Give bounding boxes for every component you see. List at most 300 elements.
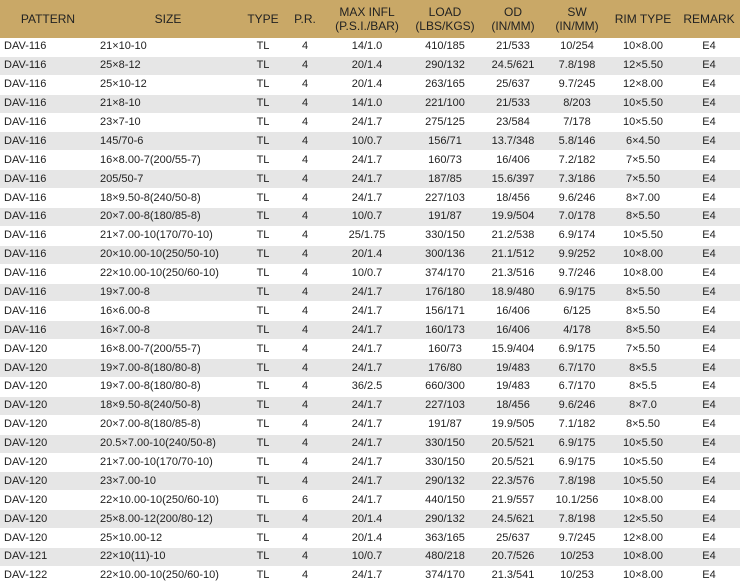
table-row <box>0 113 740 132</box>
cell-pr: 4 <box>286 359 324 378</box>
cell-od: 24.5/621 <box>480 510 546 529</box>
cell-max-infl: 24/1.7 <box>324 566 410 585</box>
cell-od: 24.5/621 <box>480 56 546 75</box>
cell-max-infl: 24/1.7 <box>324 453 410 472</box>
cell-load: 156/171 <box>410 302 480 321</box>
cell-rim-type: 10×8.00 <box>608 38 678 56</box>
table-row <box>0 302 740 321</box>
cell-load: 330/150 <box>410 453 480 472</box>
cell-type: TL <box>240 510 286 529</box>
cell-rim-type: 10×8.00 <box>608 566 678 585</box>
cell-pattern: DAV-116 <box>0 113 96 132</box>
cell-od: 18/456 <box>480 189 546 208</box>
cell-pr: 4 <box>286 75 324 94</box>
cell-sw: 8/203 <box>546 94 608 113</box>
cell-size: 22×10(11)-10 <box>96 548 240 567</box>
cell-sw: 7.8/198 <box>546 510 608 529</box>
cell-rim-type: 10×5.50 <box>608 113 678 132</box>
cell-od: 25/637 <box>480 529 546 548</box>
cell-type: TL <box>240 302 286 321</box>
cell-pattern: DAV-116 <box>0 283 96 302</box>
cell-sw: 10.1/256 <box>546 491 608 510</box>
cell-od: 21.9/557 <box>480 491 546 510</box>
cell-pr: 4 <box>286 56 324 75</box>
cell-max-infl: 25/1.75 <box>324 226 410 245</box>
table-body <box>0 38 740 585</box>
header-load-line1: LOAD <box>428 5 462 19</box>
cell-sw: 4/178 <box>546 321 608 340</box>
header-max-infl-line2: (P.S.I./BAR) <box>335 19 399 33</box>
cell-pr: 4 <box>286 302 324 321</box>
cell-size: 23×7.00-10 <box>96 472 240 491</box>
cell-rim-type: 7×5.50 <box>608 340 678 359</box>
table-row <box>0 529 740 548</box>
cell-pr: 4 <box>286 415 324 434</box>
table-row <box>0 434 740 453</box>
cell-type: TL <box>240 226 286 245</box>
cell-max-infl: 10/0.7 <box>324 208 410 227</box>
cell-pr: 4 <box>286 510 324 529</box>
cell-rim-type: 12×5.50 <box>608 510 678 529</box>
table-row <box>0 548 740 567</box>
cell-load: 290/132 <box>410 56 480 75</box>
cell-od: 21.3/541 <box>480 566 546 585</box>
table-row <box>0 283 740 302</box>
header-max-infl <box>324 0 410 38</box>
cell-load: 187/85 <box>410 170 480 189</box>
header-sw <box>546 0 608 38</box>
cell-remark: E4 <box>678 38 740 56</box>
cell-pr: 4 <box>286 548 324 567</box>
cell-size: 16×7.00-8 <box>96 321 240 340</box>
cell-remark: E4 <box>678 283 740 302</box>
cell-load: 374/170 <box>410 264 480 283</box>
cell-type: TL <box>240 208 286 227</box>
cell-max-infl: 36/2.5 <box>324 378 410 397</box>
cell-sw: 6.9/175 <box>546 283 608 302</box>
cell-type: TL <box>240 566 286 585</box>
cell-rim-type: 7×5.50 <box>608 170 678 189</box>
cell-type: TL <box>240 548 286 567</box>
cell-size: 23×7-10 <box>96 113 240 132</box>
cell-size: 20.5×7.00-10(240/50-8) <box>96 434 240 453</box>
cell-pattern: DAV-116 <box>0 132 96 151</box>
cell-type: TL <box>240 340 286 359</box>
cell-type: TL <box>240 415 286 434</box>
cell-load: 300/136 <box>410 245 480 264</box>
cell-rim-type: 10×5.50 <box>608 226 678 245</box>
cell-remark: E4 <box>678 56 740 75</box>
cell-od: 19/483 <box>480 378 546 397</box>
cell-load: 330/150 <box>410 434 480 453</box>
cell-remark: E4 <box>678 264 740 283</box>
cell-pr: 4 <box>286 113 324 132</box>
cell-pr: 4 <box>286 264 324 283</box>
cell-size: 25×8-12 <box>96 56 240 75</box>
cell-rim-type: 12×5.50 <box>608 56 678 75</box>
cell-type: TL <box>240 94 286 113</box>
header-sw-line1: SW <box>567 5 587 19</box>
cell-od: 25/637 <box>480 75 546 94</box>
cell-type: TL <box>240 56 286 75</box>
cell-sw: 9.7/245 <box>546 529 608 548</box>
cell-rim-type: 10×5.50 <box>608 94 678 113</box>
table-row <box>0 56 740 75</box>
header-row <box>0 0 740 38</box>
cell-load: 160/173 <box>410 321 480 340</box>
cell-remark: E4 <box>678 453 740 472</box>
cell-sw: 6.7/170 <box>546 359 608 378</box>
cell-size: 19×7.00-8(180/80-8) <box>96 359 240 378</box>
cell-max-infl: 24/1.7 <box>324 472 410 491</box>
cell-type: TL <box>240 321 286 340</box>
cell-load: 275/125 <box>410 113 480 132</box>
cell-od: 23/584 <box>480 113 546 132</box>
cell-type: TL <box>240 75 286 94</box>
cell-pattern: DAV-116 <box>0 151 96 170</box>
cell-type: TL <box>240 170 286 189</box>
table-row <box>0 226 740 245</box>
cell-pattern: DAV-116 <box>0 302 96 321</box>
cell-od: 13.7/348 <box>480 132 546 151</box>
table-row <box>0 510 740 529</box>
cell-sw: 6.9/175 <box>546 453 608 472</box>
cell-max-infl: 24/1.7 <box>324 491 410 510</box>
cell-size: 21×10-10 <box>96 38 240 56</box>
cell-sw: 9.7/245 <box>546 75 608 94</box>
cell-rim-type: 8×7.00 <box>608 189 678 208</box>
cell-pr: 4 <box>286 132 324 151</box>
cell-load: 176/180 <box>410 283 480 302</box>
cell-max-infl: 24/1.7 <box>324 434 410 453</box>
cell-max-infl: 10/0.7 <box>324 548 410 567</box>
table-row <box>0 75 740 94</box>
cell-size: 22×10.00-10(250/60-10) <box>96 264 240 283</box>
cell-load: 660/300 <box>410 378 480 397</box>
cell-size: 21×7.00-10(170/70-10) <box>96 453 240 472</box>
cell-pr: 4 <box>286 321 324 340</box>
cell-rim-type: 10×8.00 <box>608 245 678 264</box>
cell-max-infl: 24/1.7 <box>324 189 410 208</box>
cell-max-infl: 20/1.4 <box>324 75 410 94</box>
cell-rim-type: 8×5.50 <box>608 415 678 434</box>
cell-type: TL <box>240 529 286 548</box>
cell-load: 191/87 <box>410 208 480 227</box>
header-od-line2: (IN/MM) <box>491 19 535 33</box>
cell-rim-type: 10×5.50 <box>608 434 678 453</box>
cell-size: 21×7.00-10(170/70-10) <box>96 226 240 245</box>
header-type: TYPE <box>240 0 286 38</box>
cell-pr: 4 <box>286 38 324 56</box>
cell-sw: 10/253 <box>546 566 608 585</box>
cell-pr: 4 <box>286 283 324 302</box>
cell-sw: 7.1/182 <box>546 415 608 434</box>
cell-max-infl: 24/1.7 <box>324 113 410 132</box>
cell-od: 19.9/504 <box>480 208 546 227</box>
cell-od: 16/406 <box>480 321 546 340</box>
cell-max-infl: 24/1.7 <box>324 340 410 359</box>
cell-pr: 4 <box>286 529 324 548</box>
table-header <box>0 0 740 38</box>
table-row <box>0 264 740 283</box>
cell-sw: 9.9/252 <box>546 245 608 264</box>
cell-od: 18.9/480 <box>480 283 546 302</box>
cell-od: 21/533 <box>480 38 546 56</box>
cell-sw: 9.6/246 <box>546 189 608 208</box>
cell-sw: 9.6/246 <box>546 396 608 415</box>
cell-remark: E4 <box>678 548 740 567</box>
cell-od: 16/406 <box>480 302 546 321</box>
cell-od: 15.9/404 <box>480 340 546 359</box>
cell-od: 15.6/397 <box>480 170 546 189</box>
cell-type: TL <box>240 396 286 415</box>
cell-max-infl: 20/1.4 <box>324 245 410 264</box>
cell-type: TL <box>240 113 286 132</box>
cell-pattern: DAV-120 <box>0 510 96 529</box>
cell-pattern: DAV-120 <box>0 378 96 397</box>
cell-sw: 7.3/186 <box>546 170 608 189</box>
cell-remark: E4 <box>678 245 740 264</box>
cell-size: 16×6.00-8 <box>96 302 240 321</box>
header-pattern: PATTERN <box>0 0 96 38</box>
cell-rim-type: 8×5.50 <box>608 302 678 321</box>
cell-rim-type: 10×8.00 <box>608 548 678 567</box>
cell-type: TL <box>240 132 286 151</box>
table-row <box>0 491 740 510</box>
cell-od: 20.5/521 <box>480 434 546 453</box>
cell-sw: 7.2/182 <box>546 151 608 170</box>
cell-sw: 6.7/170 <box>546 378 608 397</box>
cell-size: 22×10.00-10(250/60-10) <box>96 491 240 510</box>
cell-type: TL <box>240 453 286 472</box>
cell-type: TL <box>240 491 286 510</box>
header-max-infl-line1: MAX INFL <box>339 5 395 19</box>
cell-pattern: DAV-120 <box>0 434 96 453</box>
cell-size: 25×8.00-12(200/80-12) <box>96 510 240 529</box>
cell-od: 21.1/512 <box>480 245 546 264</box>
cell-load: 227/103 <box>410 396 480 415</box>
cell-pattern: DAV-120 <box>0 491 96 510</box>
cell-sw: 6/125 <box>546 302 608 321</box>
cell-max-infl: 10/0.7 <box>324 264 410 283</box>
cell-sw: 7.8/198 <box>546 56 608 75</box>
cell-type: TL <box>240 38 286 56</box>
cell-sw: 10/254 <box>546 38 608 56</box>
cell-od: 19/483 <box>480 359 546 378</box>
cell-size: 25×10-12 <box>96 75 240 94</box>
cell-max-infl: 20/1.4 <box>324 510 410 529</box>
cell-rim-type: 6×4.50 <box>608 132 678 151</box>
cell-load: 156/71 <box>410 132 480 151</box>
cell-rim-type: 12×8.00 <box>608 529 678 548</box>
table-row <box>0 321 740 340</box>
table-row <box>0 208 740 227</box>
cell-pr: 4 <box>286 566 324 585</box>
cell-sw: 10/253 <box>546 548 608 567</box>
table-row <box>0 151 740 170</box>
cell-size: 16×8.00-7(200/55-7) <box>96 151 240 170</box>
cell-rim-type: 8×5.5 <box>608 378 678 397</box>
table-row <box>0 189 740 208</box>
cell-type: TL <box>240 472 286 491</box>
cell-remark: E4 <box>678 132 740 151</box>
cell-pr: 4 <box>286 453 324 472</box>
cell-max-infl: 24/1.7 <box>324 321 410 340</box>
cell-remark: E4 <box>678 321 740 340</box>
table-row <box>0 245 740 264</box>
cell-remark: E4 <box>678 302 740 321</box>
table-row <box>0 340 740 359</box>
cell-sw: 6.9/175 <box>546 340 608 359</box>
cell-max-infl: 14/1.0 <box>324 38 410 56</box>
cell-load: 290/132 <box>410 472 480 491</box>
cell-pattern: DAV-116 <box>0 321 96 340</box>
cell-pattern: DAV-116 <box>0 75 96 94</box>
cell-od: 21.3/516 <box>480 264 546 283</box>
cell-load: 410/185 <box>410 38 480 56</box>
cell-rim-type: 10×8.00 <box>608 264 678 283</box>
cell-od: 20.7/526 <box>480 548 546 567</box>
cell-pattern: DAV-120 <box>0 340 96 359</box>
cell-load: 160/73 <box>410 340 480 359</box>
cell-pattern: DAV-121 <box>0 548 96 567</box>
cell-remark: E4 <box>678 170 740 189</box>
cell-load: 440/150 <box>410 491 480 510</box>
cell-type: TL <box>240 151 286 170</box>
cell-size: 22×10.00-10(250/60-10) <box>96 566 240 585</box>
cell-pattern: DAV-120 <box>0 396 96 415</box>
table-row <box>0 38 740 56</box>
cell-pattern: DAV-116 <box>0 94 96 113</box>
cell-sw: 7.8/198 <box>546 472 608 491</box>
cell-size: 20×7.00-8(180/85-8) <box>96 415 240 434</box>
cell-pattern: DAV-120 <box>0 359 96 378</box>
cell-load: 480/218 <box>410 548 480 567</box>
cell-load: 176/80 <box>410 359 480 378</box>
header-remark: REMARK <box>678 0 740 38</box>
cell-rim-type: 8×5.50 <box>608 283 678 302</box>
cell-remark: E4 <box>678 396 740 415</box>
cell-load: 227/103 <box>410 189 480 208</box>
cell-pattern: DAV-120 <box>0 472 96 491</box>
cell-size: 16×8.00-7(200/55-7) <box>96 340 240 359</box>
cell-pr: 4 <box>286 396 324 415</box>
cell-load: 290/132 <box>410 510 480 529</box>
cell-pattern: DAV-116 <box>0 264 96 283</box>
cell-rim-type: 12×8.00 <box>608 75 678 94</box>
cell-od: 21.2/538 <box>480 226 546 245</box>
cell-max-infl: 20/1.4 <box>324 529 410 548</box>
cell-load: 363/165 <box>410 529 480 548</box>
cell-pr: 4 <box>286 189 324 208</box>
cell-type: TL <box>240 434 286 453</box>
cell-size: 18×9.50-8(240/50-8) <box>96 189 240 208</box>
cell-sw: 7.0/178 <box>546 208 608 227</box>
table-row <box>0 472 740 491</box>
cell-od: 18/456 <box>480 396 546 415</box>
table-row <box>0 170 740 189</box>
cell-max-infl: 24/1.7 <box>324 359 410 378</box>
cell-pr: 4 <box>286 378 324 397</box>
header-od-line1: OD <box>504 5 522 19</box>
header-sw-line2: (IN/MM) <box>555 19 599 33</box>
cell-pr: 4 <box>286 94 324 113</box>
cell-max-infl: 24/1.7 <box>324 396 410 415</box>
cell-pattern: DAV-116 <box>0 245 96 264</box>
cell-load: 263/165 <box>410 75 480 94</box>
cell-remark: E4 <box>678 359 740 378</box>
cell-pattern: DAV-116 <box>0 56 96 75</box>
cell-remark: E4 <box>678 472 740 491</box>
cell-pr: 4 <box>286 226 324 245</box>
cell-size: 19×7.00-8 <box>96 283 240 302</box>
header-size: SIZE <box>96 0 240 38</box>
table-row <box>0 566 740 585</box>
cell-pattern: DAV-120 <box>0 453 96 472</box>
cell-pattern: DAV-120 <box>0 415 96 434</box>
cell-type: TL <box>240 283 286 302</box>
cell-rim-type: 8×5.5 <box>608 359 678 378</box>
cell-pattern: DAV-116 <box>0 226 96 245</box>
header-load-line2: (LBS/KGS) <box>415 19 475 33</box>
cell-remark: E4 <box>678 529 740 548</box>
cell-sw: 9.7/246 <box>546 264 608 283</box>
table-row <box>0 396 740 415</box>
cell-load: 374/170 <box>410 566 480 585</box>
cell-pattern: DAV-122 <box>0 566 96 585</box>
header-pr: P.R. <box>286 0 324 38</box>
cell-type: TL <box>240 245 286 264</box>
cell-max-infl: 24/1.7 <box>324 151 410 170</box>
cell-type: TL <box>240 264 286 283</box>
cell-pr: 4 <box>286 340 324 359</box>
cell-max-infl: 20/1.4 <box>324 56 410 75</box>
cell-od: 19.9/505 <box>480 415 546 434</box>
cell-remark: E4 <box>678 151 740 170</box>
cell-rim-type: 8×5.50 <box>608 321 678 340</box>
cell-pr: 6 <box>286 491 324 510</box>
header-od <box>480 0 546 38</box>
cell-sw: 6.9/175 <box>546 434 608 453</box>
cell-remark: E4 <box>678 75 740 94</box>
cell-remark: E4 <box>678 434 740 453</box>
cell-max-infl: 14/1.0 <box>324 94 410 113</box>
cell-sw: 7/178 <box>546 113 608 132</box>
cell-pr: 4 <box>286 151 324 170</box>
cell-load: 160/73 <box>410 151 480 170</box>
table-row <box>0 132 740 151</box>
table-row <box>0 378 740 397</box>
cell-rim-type: 8×5.50 <box>608 208 678 227</box>
cell-remark: E4 <box>678 340 740 359</box>
table-row <box>0 415 740 434</box>
cell-max-infl: 10/0.7 <box>324 132 410 151</box>
cell-remark: E4 <box>678 378 740 397</box>
cell-sw: 6.9/174 <box>546 226 608 245</box>
cell-sw: 5.8/146 <box>546 132 608 151</box>
cell-pr: 4 <box>286 245 324 264</box>
cell-pattern: DAV-116 <box>0 208 96 227</box>
cell-pr: 4 <box>286 208 324 227</box>
cell-remark: E4 <box>678 566 740 585</box>
cell-pattern: DAV-116 <box>0 189 96 208</box>
header-load <box>410 0 480 38</box>
cell-od: 16/406 <box>480 151 546 170</box>
cell-rim-type: 8×7.0 <box>608 396 678 415</box>
cell-remark: E4 <box>678 94 740 113</box>
cell-rim-type: 10×5.50 <box>608 453 678 472</box>
cell-remark: E4 <box>678 415 740 434</box>
